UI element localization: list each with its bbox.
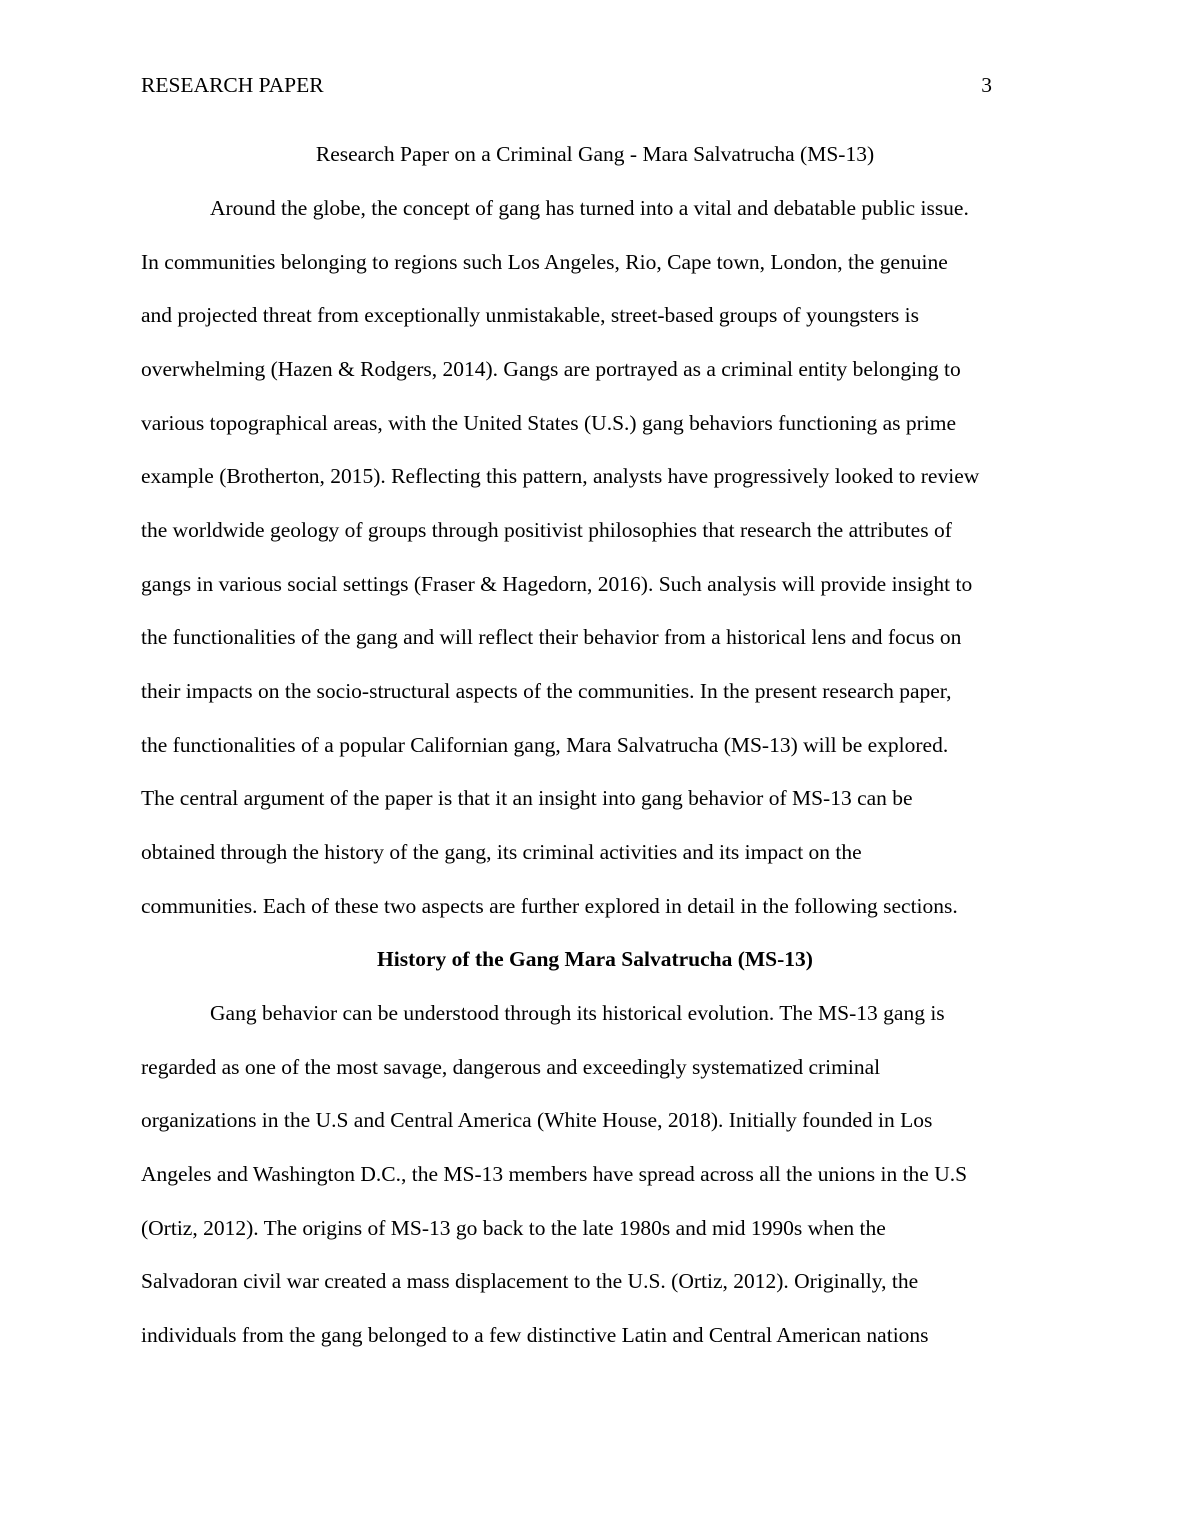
paragraph-line: (Ortiz, 2012). The origins of MS-13 go back to the late 1980s and mid 1990s when the	[141, 1216, 886, 1240]
paragraph-line: The central argument of the paper is that it an insight into gang behavior of MS-13 can be	[141, 786, 913, 810]
paragraph-line: and projected threat from exceptionally unmistakable, street-based groups of youngsters is	[141, 303, 919, 327]
running-head: RESEARCH PAPER	[141, 73, 324, 97]
paragraph-line: gangs in various social settings (Fraser & Hagedorn, 2016). Such analysis will provide insight to	[141, 572, 973, 596]
paragraph-line: regarded as one of the most savage, dangerous and exceedingly systematized criminal	[141, 1055, 881, 1079]
paragraph-line: their impacts on the socio-structural aspects of the communities. In the present research paper,	[141, 679, 952, 703]
paragraph-line: the functionalities of the gang and will reflect their behavior from a historical lens and focus on	[141, 625, 962, 649]
section-heading: History of the Gang Mara Salvatrucha (MS-13)	[377, 947, 813, 971]
paragraph-line: organizations in the U.S and Central America (White House, 2018). Initially founded in Los	[141, 1108, 933, 1132]
paragraph-line: various topographical areas, with the United States (U.S.) gang behaviors functioning as prime	[141, 411, 957, 435]
paragraph-line: the functionalities of a popular Californian gang, Mara Salvatrucha (MS-13) will be explored.	[141, 733, 949, 757]
page-header	[141, 70, 992, 100]
paragraph-line: overwhelming (Hazen & Rodgers, 2014). Gangs are portrayed as a criminal entity belonging to	[141, 357, 961, 381]
paragraph-line: Salvadoran civil war created a mass displacement to the U.S. (Ortiz, 2012). Originally, the	[141, 1269, 919, 1293]
paragraph-line: Around the globe, the concept of gang has turned into a vital and debatable public issue.	[210, 196, 969, 220]
page-number: 3	[981, 73, 992, 97]
paragraph-line: the worldwide geology of groups through positivist philosophies that research the attributes of	[141, 518, 952, 542]
paragraph-line: obtained through the history of the gang, its criminal activities and its impact on the	[141, 840, 862, 864]
paragraph-line: example (Brotherton, 2015). Reflecting this pattern, analysts have progressively looked to review	[141, 464, 980, 488]
paragraph-line: individuals from the gang belonged to a few distinctive Latin and Central American nations	[141, 1323, 929, 1347]
paragraph-line: In communities belonging to regions such Los Angeles, Rio, Cape town, London, the genuine	[141, 250, 948, 274]
paragraph-line: communities. Each of these two aspects are further explored in detail in the following sections.	[141, 894, 958, 918]
paper-title: Research Paper on a Criminal Gang - Mara Salvatrucha (MS-13)	[315, 142, 875, 166]
paragraph-line: Angeles and Washington D.C., the MS-13 members have spread across all the unions in the U.S	[141, 1162, 968, 1186]
paragraph-line: Gang behavior can be understood through its historical evolution. The MS-13 gang is	[210, 1001, 945, 1025]
